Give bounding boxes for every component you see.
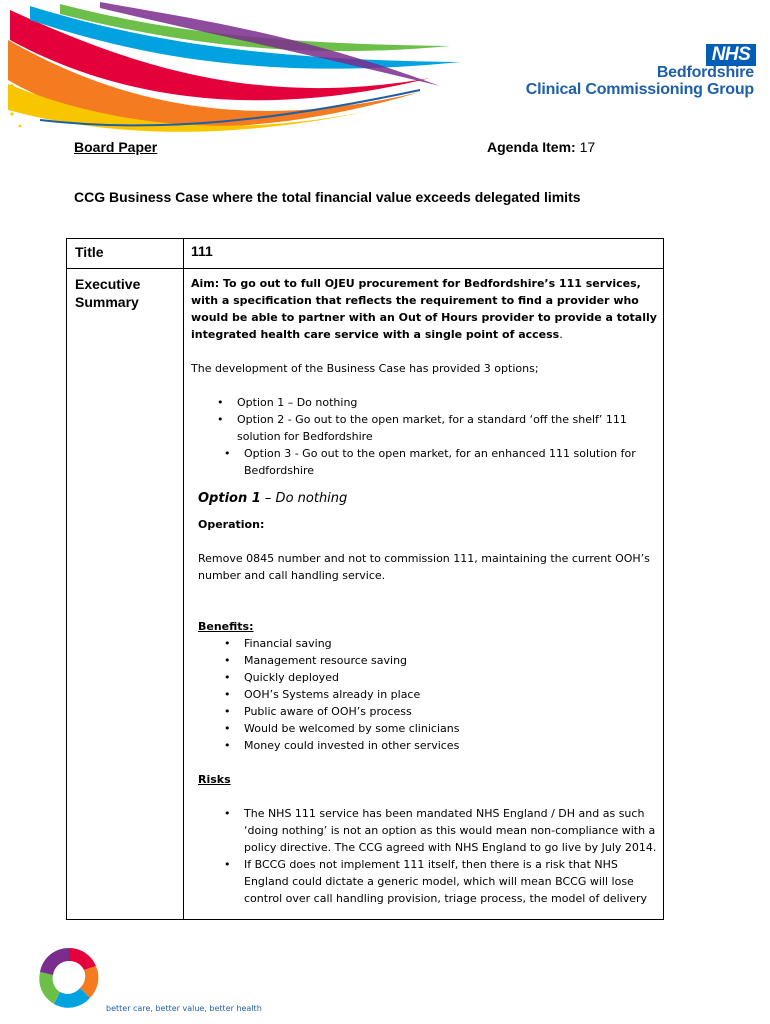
row-divider <box>67 268 663 269</box>
development-text: The development of the Business Case has provided 3 options; <box>191 362 539 375</box>
list-item: • Public aware of OOH’s process <box>244 703 663 720</box>
summary-table <box>66 238 664 920</box>
risks-label: Risks <box>198 773 231 786</box>
footer-tagline: better care, better value, better health <box>106 1004 262 1013</box>
list-item: • The NHS 111 service has been mandated NHS England / DH and as such ‘doing nothing’ is not an option as this would mean non-compliance with a policy directive. The CCG agreed with NHS England to go live by July 2014. <box>244 805 663 856</box>
agenda-value: 17 <box>579 139 596 155</box>
list-item: • Quickly deployed <box>244 669 663 686</box>
executive-summary-content <box>191 275 663 919</box>
list-item: • Would be welcomed by some clinicians <box>244 720 663 737</box>
option1-heading <box>191 488 663 510</box>
nhs-logo: NHS <box>706 44 756 66</box>
list-item: • Financial saving <box>244 635 663 652</box>
list-item: • Option 1 – Do nothing <box>237 394 663 411</box>
benefits-label: Benefits: <box>198 620 254 633</box>
options-list <box>191 394 663 479</box>
org-name-line1: Bedfordshire <box>656 64 754 81</box>
agenda-item <box>487 139 595 155</box>
list-item: • Option 2 - Go out to the open market, for a standard ‘off the shelf’ 111 solution for Bedfordshire <box>237 411 663 445</box>
list-item: • If BCCG does not implement 111 itself, then there is a risk that NHS England could dictate a generic model, which will mean BCCG will lose control over call handling provision, triage process, the model of delivery <box>244 856 663 907</box>
executive-summary-label: Executive Summary <box>75 276 141 310</box>
operation-text: Remove 0845 number and not to commission 111, maintaining the current OOH’s number and call handling service. <box>198 552 650 582</box>
list-item: • Option 3 - Go out to the open market, for an enhanced 111 solution for Bedfordshire <box>244 445 663 479</box>
board-paper-heading: Board Paper <box>74 139 158 155</box>
aim-end: . <box>559 328 563 341</box>
list-item: • Management resource saving <box>244 652 663 669</box>
option1-bold: Option 1 <box>198 491 261 506</box>
column-divider <box>183 239 184 919</box>
list-item: • OOH’s Systems already in place <box>244 686 663 703</box>
org-name-line2: Clinical Commissioning Group <box>525 81 754 98</box>
aim-text: Aim: To go out to full OJEU procurement for Bedfordshire’s 111 services, with a specification that reflects the requirement to find a provider who would be able to partner with an Out of Hours provider to provide a totally integrated health care service with a single point of access <box>191 277 657 341</box>
list-item: • Money could invested in other services <box>244 737 663 754</box>
title-value: 111 <box>191 243 213 259</box>
header-swoosh-graphic <box>0 0 470 140</box>
document-title: CCG Business Case where the total financial value exceeds delegated limits <box>74 189 581 205</box>
ccg-ring-logo <box>34 942 104 1012</box>
title-label: Title <box>75 244 104 260</box>
benefits-list <box>191 635 663 754</box>
operation-label: Operation: <box>198 518 265 531</box>
agenda-label: Agenda Item: <box>487 139 576 155</box>
risks-list <box>191 805 663 907</box>
option1-rest: – Do nothing <box>260 491 348 506</box>
